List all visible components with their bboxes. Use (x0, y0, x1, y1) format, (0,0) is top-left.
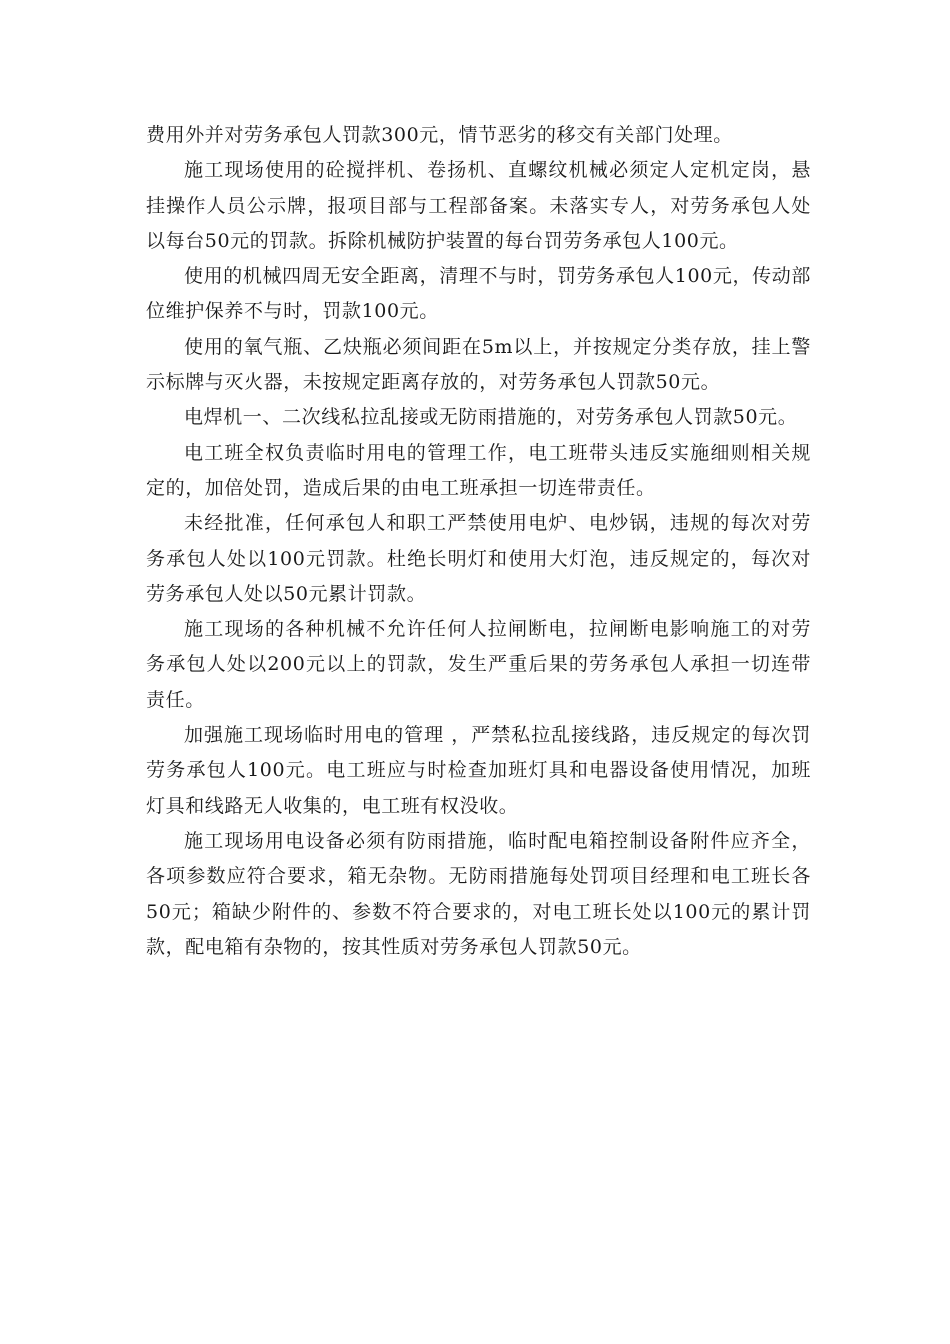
paragraph-rain-protection: 施工现场用电设备必须有防雨措施，临时配电箱控制设备附件应齐全，各项参数应符合要求，箱无杂物。无防雨措施每处罚项目经理和电工班长各50元；箱缺少附件的、参数不符合要求的，对电工班长处以100元的累计罚款，配电箱有杂物的，按其性质对劳务承包人罚款50元。 (146, 829, 811, 958)
paragraph-safety-distance: 使用的机械四周无安全距离，清理不与时，罚劳务承包人100元，传动部位维护保养不与时，罚款100元。 (146, 265, 811, 323)
paragraph-machine-posting: 施工现场使用的砼搅拌机、卷扬机、直螺纹机械必须定人定机定岗，悬挂操作人员公示牌，报项目部与工程部备案。未落实专人，对劳务承包人处以每台50元的罚款。拆除机械防护装置的每台罚劳务承包人100元。 (146, 159, 811, 252)
paragraph-gas-cylinders: 使用的氧气瓶、乙炔瓶必须间距在5m以上，并按规定分类存放，挂上警示标牌与灭火器，未按规定距离存放的，对劳务承包人罚款50元。 (146, 335, 811, 394)
paragraph-temporary-power: 加强施工现场临时用电的管理 ，严禁私拉乱接线路，违反规定的每次罚劳务承包人100元。电工班应与时检查加班灯具和电器设备使用情况，加班灯具和线路无人收集的，电工班有权没收。 (146, 724, 811, 817)
paragraph-electric-stove: 未经批准，任何承包人和职工严禁使用电炉、电炒锅，违规的每次对劳务承包人处以100元罚款。杜绝长明灯和使用大灯泡，违反规定的，每次对劳务承包人处以50元累计罚款。 (146, 512, 811, 605)
paragraph-welding-machine: 电焊机一、二次线私拉乱接或无防雨措施的，对劳务承包人罚款50元。 (184, 406, 798, 429)
document-page (146, 118, 811, 965)
paragraph-power-cut: 施工现场的各种机械不允许任何人拉闸断电，拉闸断电影响施工的对劳务承包人处以200元以上的罚款，发生严重后果的劳务承包人承担一切连带责任。 (146, 618, 811, 711)
paragraph-electrician-team: 电工班全权负责临时用电的管理工作，电工班带头违反实施细则相关规定的，加倍处罚，造成后果的由电工班承担一切连带责任。 (146, 441, 811, 499)
paragraph-penalty-continuation: 费用外并对劳务承包人罚款300元，情节恶劣的移交有关部门处理。 (146, 124, 733, 146)
